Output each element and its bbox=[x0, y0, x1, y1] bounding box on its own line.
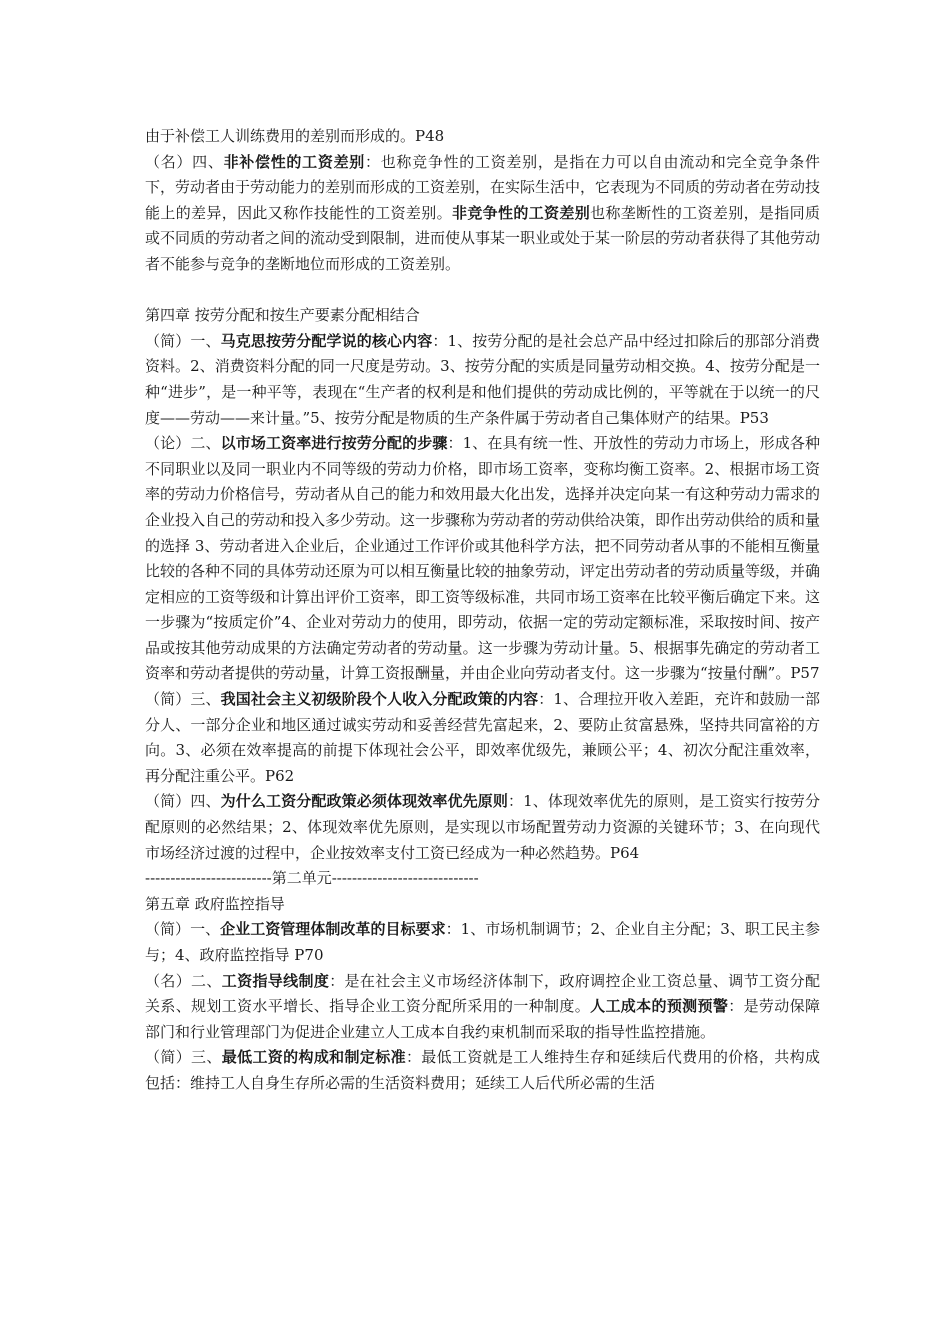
text-run: ：1、合理拉开收入差距，充许和鼓励一部分人、一部分企业和地区通过诚实劳动和妥善经营先富起来，2、要防止贫富悬殊，坚持共同富裕的方向。3、必须在效率提高的前提下体现社会公平，即效率优级先，兼顾公平；4、初次分配注重效率，再分配注重公平。P62 bbox=[145, 690, 820, 785]
bold-term: 人工成本的预测预警 bbox=[590, 997, 729, 1016]
paragraph bbox=[145, 303, 820, 329]
text-run: （简）一、 bbox=[145, 331, 221, 350]
bold-term: 我国社会主义初级阶段个人收入分配政策的内容 bbox=[220, 690, 539, 709]
bold-term: 企业工资管理体制改革的目标要求 bbox=[220, 920, 446, 939]
text-run: （名）四、 bbox=[145, 152, 224, 171]
bold-term: 工资指导线制度 bbox=[221, 971, 330, 990]
text-run: 第四章 按劳分配和按生产要素分配相结合 bbox=[145, 306, 420, 325]
bold-term: 马克思按劳分配学说的核心内容 bbox=[220, 331, 433, 350]
document-page bbox=[145, 124, 820, 1097]
bold-term: 最低工资的构成和制定标准 bbox=[221, 1048, 406, 1067]
text-run: （简）一、 bbox=[145, 920, 221, 939]
text-run: （简）三、 bbox=[145, 690, 221, 709]
text-run: 第五章 政府监控指导 bbox=[145, 894, 285, 913]
paragraph bbox=[145, 969, 820, 1046]
text-run: ：也称竞争性的工资差别，是指在力可以自由流动和完全竞争条件下，劳动者由于劳动能力的差别而形成的工资差别，在实际生活中，它表现为不同质的劳动者在劳动技能上的差异，因此又称作技能性的工资差别。 bbox=[145, 152, 821, 222]
bold-term: 为什么工资分配政策必须体现效率优先原则 bbox=[220, 792, 508, 811]
bold-term: 非竞争性的工资差别 bbox=[451, 203, 591, 222]
text-run: （论）二、 bbox=[145, 434, 221, 453]
text-run: ：最低工资就是工人维持生存和延续后代费用的价格，共构成包括：维持工人自身生存所必需的生活资料费用；延续工人后代所必需的生活 bbox=[145, 1048, 820, 1092]
paragraph bbox=[145, 1045, 820, 1096]
bold-term: 以市场工资率进行按劳分配的步骤 bbox=[220, 434, 448, 453]
text-run: ：1、按劳分配的是社会总产品中经过扣除后的那部分消费资料。2、消费资料分配的同一尺度是劳动。3、按劳分配的实质是同量劳动相交换。4、按劳分配是一种“进步”，是一种平等，表现在“生产者的权利是和他们提供的劳动成比例的，平等就在于以统一的尺度——劳动——来计量。”5、按劳分配是物质的生产条件属于劳动者自己集体财产的结果。P53 bbox=[145, 331, 820, 427]
text-run: 由于补偿工人训练费用的差别而形成的。P48 bbox=[145, 127, 445, 145]
bold-term: 非补偿性的工资差别 bbox=[223, 152, 365, 171]
paragraph bbox=[145, 892, 820, 918]
paragraph bbox=[145, 687, 820, 789]
text-run: ：1、体现效率优先的原则，是工资实行按劳分配原则的必然结果；2、体现效率优先原则，是实现以市场配置劳动力资源的关键环节；3、在向现代市场经济过渡的过程中，企业按效率支付工资已经成为一种必然趋势。P64 bbox=[145, 792, 820, 862]
paragraph bbox=[145, 329, 820, 431]
paragraph bbox=[145, 150, 820, 278]
section-divider: -------------------------第二单元----------------------------- bbox=[145, 869, 479, 888]
text-run: （简）三、 bbox=[145, 1048, 222, 1067]
paragraph bbox=[145, 124, 820, 150]
text-run: ：是在社会主义市场经济体制下，政府调控企业工资总量、调节工资分配关系、规划工资水平增长、指导企业工资分配所采用的一种制度。 bbox=[145, 971, 820, 1016]
paragraph-gap bbox=[145, 278, 820, 304]
paragraph bbox=[145, 917, 820, 968]
text-run: 也称垄断性的工资差别，是指同质或不同质的劳动者之间的流动受到限制，进而使从事某一职业或处于某一阶层的劳动者获得了其他劳动者不能参与竞争的垄断地位而形成的工资差别。 bbox=[145, 203, 821, 273]
paragraph bbox=[145, 431, 820, 687]
paragraph bbox=[145, 789, 820, 866]
text-run: ：是劳动保障部门和行业管理部门为促进企业建立人工成本自我约束机制而采取的指导性监控措施。 bbox=[145, 997, 820, 1041]
text-run: ：1、在具有统一性、开放性的劳动力市场上，形成各种不同职业以及同一职业内不同等级的劳动力价格，即市场工资率，变称均衡工资率。2、根据市场工资率的劳动力价格信号，劳动者从自己的能力和效用最大化出发，选择并决定向某一有这种劳动力需求的企业投入自己的劳动和投入多少劳动。这一步骤称为劳动者的劳动供给决策，即作出劳动供给的质和量的选择 3、劳动者进入企业后，企业通过工作评价或其他科学方法，把不同劳动者从事的不能相互衡量比较的各种不同的具体劳动还原为可以相互衡量比较的抽象劳动，评定出劳动者的劳动质量等级，并确定相应的工资等级和计算出评价工资率，即工资等级标准，共同市场工资率在比较平衡后确定下来。这一步骤为“按质定价”4、企业对劳动力的使用，即劳动，依据一定的劳动定额标准，采取按时间、按产品或按其他劳动成果的方法确定劳动者的劳动量。这一步骤为劳动计量。5、根据事先确定的劳动者工资率和劳动者提供的劳动量，计算工资报酬量，并由企业向劳动者支付。这一步骤为“按量付酬”。P57 bbox=[145, 434, 821, 683]
text-run: （名）二、 bbox=[145, 971, 222, 990]
text-run: （简）四、 bbox=[145, 792, 221, 811]
text-run: ：1、市场机制调节；2、企业自主分配；3、职工民主参与；4、政府监控指导 P70 bbox=[145, 920, 820, 964]
